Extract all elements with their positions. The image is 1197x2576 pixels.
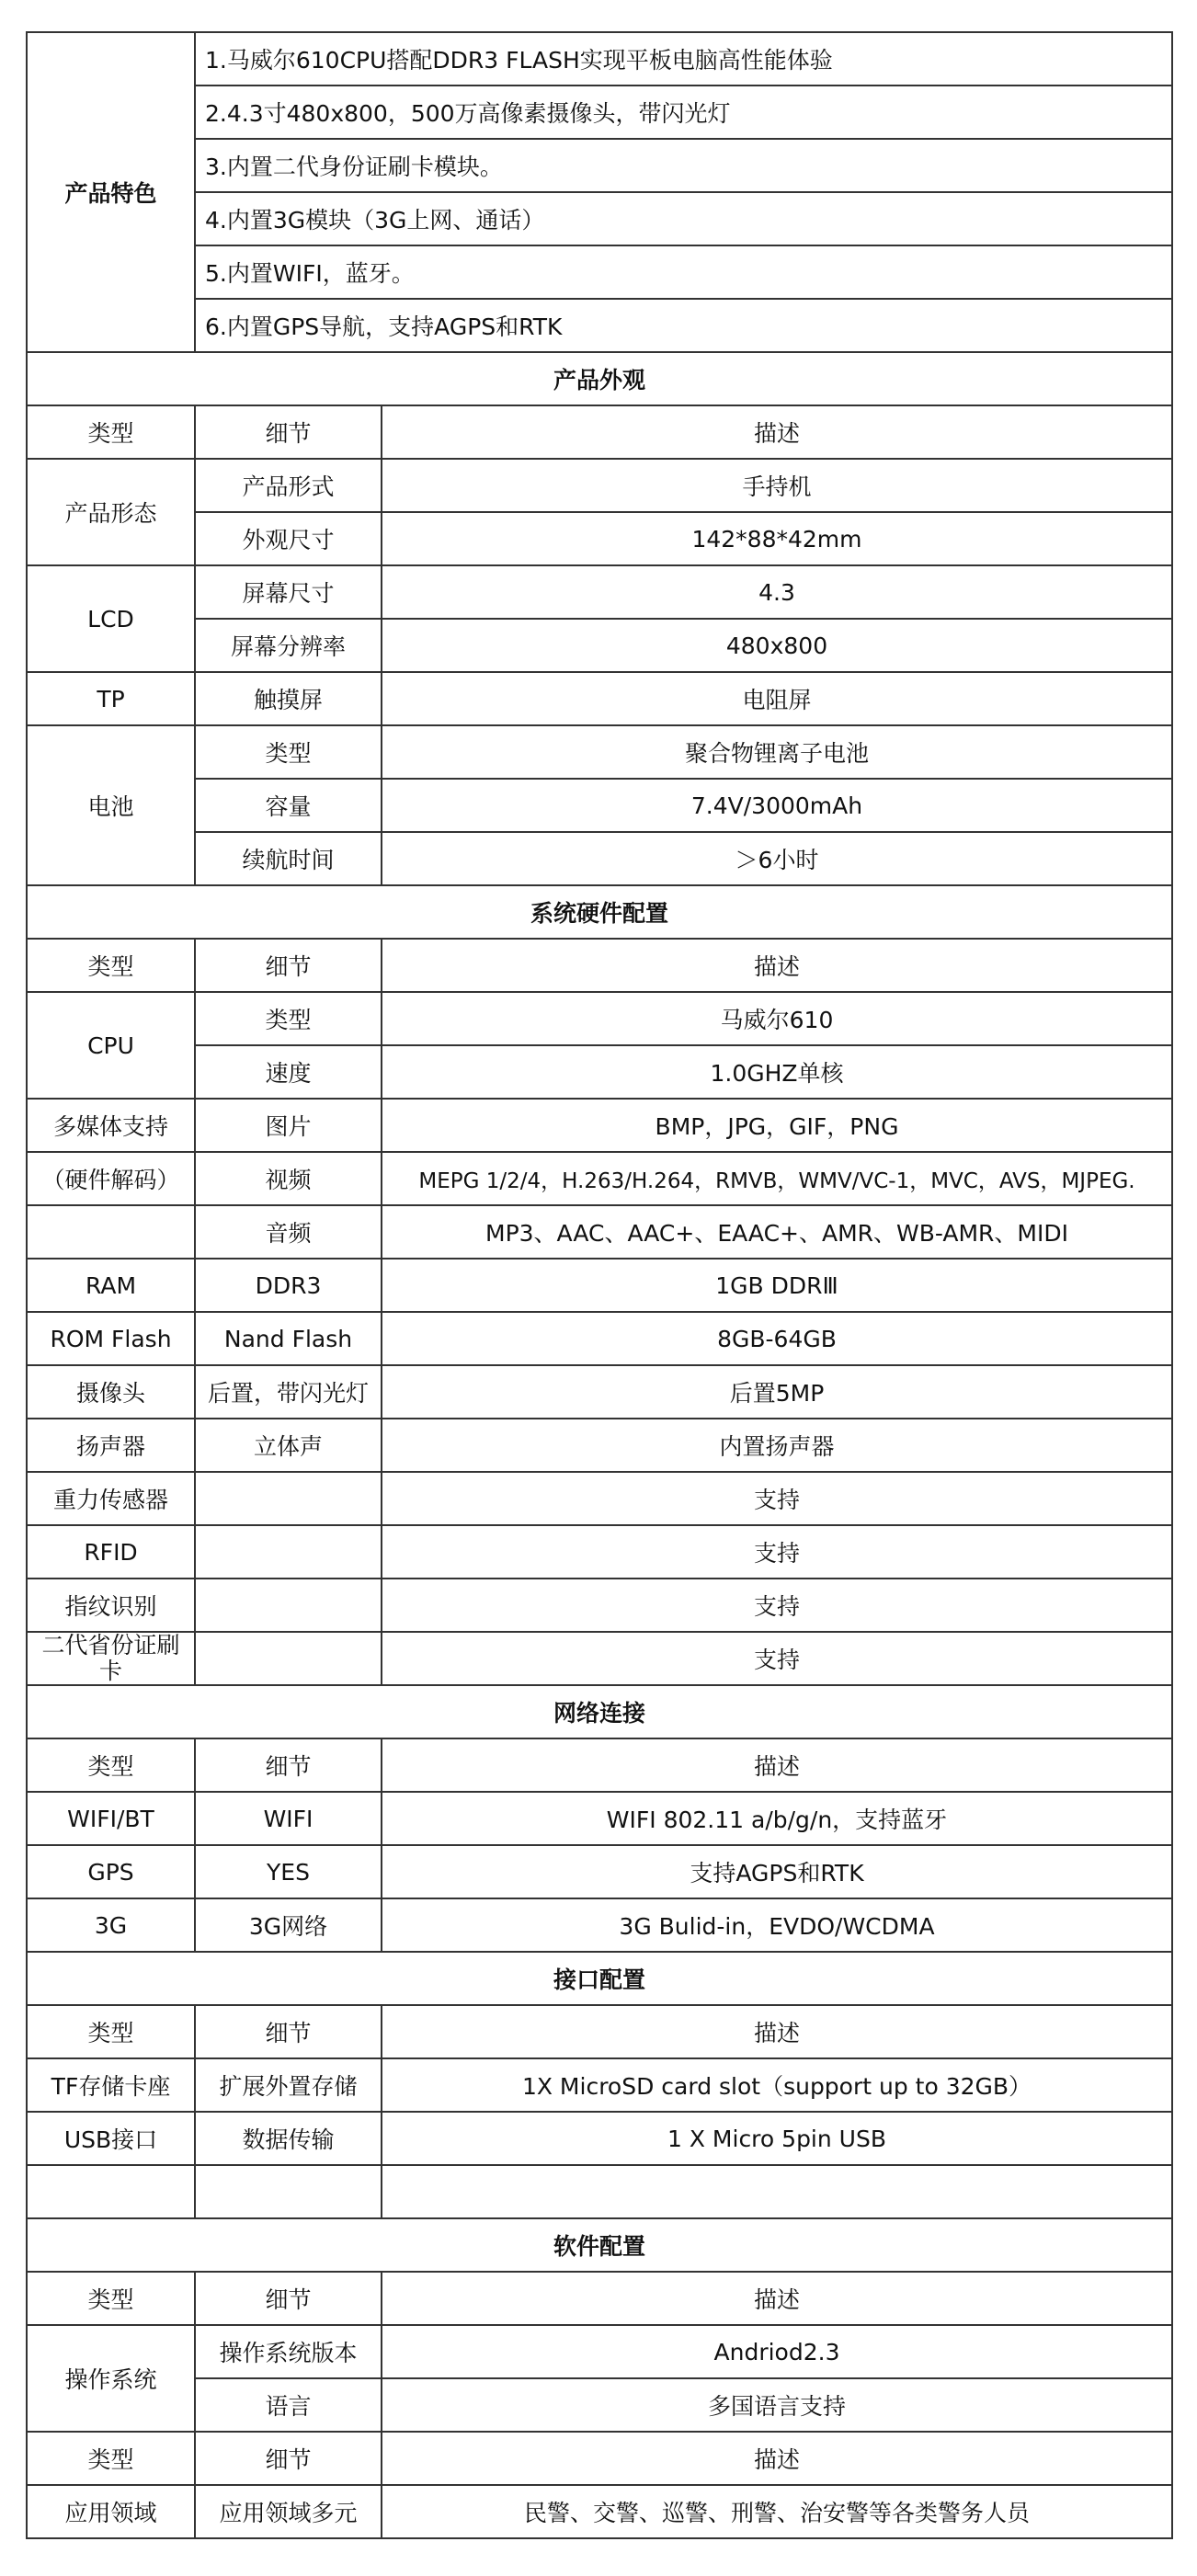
desc-cell: 480x800 (382, 619, 1172, 672)
column-header-type: 类型 (27, 939, 195, 992)
row-label-application: 应用领域 (27, 2485, 195, 2538)
section-title-interface: 接口配置 (27, 1952, 1172, 2005)
column-header-desc: 描述 (382, 405, 1172, 459)
row-label-tf: TF存储卡座 (27, 2058, 195, 2112)
desc-cell: MEPG 1/2/4，H.263/H.264，RMVB，WMV/VC-1，MVC，AVS，MJPEG. (382, 1152, 1172, 1205)
empty-cell (27, 1205, 195, 1259)
desc-cell: 聚合物锂离子电池 (382, 725, 1172, 779)
detail-cell: 产品形式 (195, 459, 382, 512)
desc-cell: 支持AGPS和RTK (382, 1845, 1172, 1898)
desc-cell: 电阻屏 (382, 672, 1172, 725)
desc-cell: 142*88*42mm (382, 512, 1172, 565)
desc-cell: 支持 (382, 1632, 1172, 1685)
desc-cell: 3G Bulid-in，EVDO/WCDMA (382, 1898, 1172, 1952)
detail-cell: 容量 (195, 779, 382, 832)
detail-cell: WIFI (195, 1792, 382, 1845)
detail-cell: 类型 (195, 992, 382, 1045)
column-header-detail: 细节 (195, 2272, 382, 2325)
column-header-type: 类型 (27, 2432, 195, 2485)
column-header-desc: 描述 (382, 1738, 1172, 1792)
empty-cell (195, 2165, 382, 2218)
detail-cell: Nand Flash (195, 1312, 382, 1365)
empty-cell (382, 2165, 1172, 2218)
detail-cell (195, 1525, 382, 1579)
column-header-type: 类型 (27, 2005, 195, 2058)
detail-cell (195, 1472, 382, 1525)
desc-cell: 后置5MP (382, 1365, 1172, 1419)
desc-cell: 马威尔610 (382, 992, 1172, 1045)
detail-cell: 应用领域多元 (195, 2485, 382, 2538)
row-label-tp: TP (27, 672, 195, 725)
column-header-desc: 描述 (382, 2272, 1172, 2325)
detail-cell: 扩展外置存储 (195, 2058, 382, 2112)
row-label-rom: ROM Flash (27, 1312, 195, 1365)
desc-cell: WIFI 802.11 a/b/g/n，支持蓝牙 (382, 1792, 1172, 1845)
desc-cell: 8GB-64GB (382, 1312, 1172, 1365)
desc-cell: Andriod2.3 (382, 2325, 1172, 2378)
row-label-media-decode: （硬件解码） (27, 1152, 195, 1205)
row-label-speaker: 扬声器 (27, 1419, 195, 1472)
column-header-desc: 描述 (382, 2005, 1172, 2058)
column-header-type: 类型 (27, 1738, 195, 1792)
column-header-type: 类型 (27, 405, 195, 459)
detail-cell: 续航时间 (195, 832, 382, 885)
detail-cell: 外观尺寸 (195, 512, 382, 565)
feature-item: 1.马威尔610CPU搭配DDR3 FLASH实现平板电脑高性能体验 (195, 32, 1172, 85)
row-label-form: 产品形态 (27, 459, 195, 565)
empty-cell (27, 2165, 195, 2218)
desc-cell: 1X MicroSD card slot（support up to 32GB） (382, 2058, 1172, 2112)
column-header-detail: 细节 (195, 405, 382, 459)
row-label-os: 操作系统 (27, 2325, 195, 2432)
detail-cell (195, 1632, 382, 1685)
column-header-type: 类型 (27, 2272, 195, 2325)
desc-cell: MP3、AAC、AAC+、EAAC+、AMR、WB-AMR、MIDI (382, 1205, 1172, 1259)
detail-cell: 语言 (195, 2378, 382, 2432)
row-label-idcard: 二代省份证刷卡 (27, 1632, 195, 1685)
section-title-appearance: 产品外观 (27, 352, 1172, 405)
row-label-ram: RAM (27, 1259, 195, 1312)
row-label-gps: GPS (27, 1845, 195, 1898)
spec-sheet (26, 31, 1171, 2539)
detail-cell: 音频 (195, 1205, 382, 1259)
row-label-usb: USB接口 (27, 2112, 195, 2165)
column-header-detail: 细节 (195, 2005, 382, 2058)
desc-cell: 支持 (382, 1579, 1172, 1632)
section-title-network: 网络连接 (27, 1685, 1172, 1738)
detail-cell: 屏幕分辨率 (195, 619, 382, 672)
column-header-desc: 描述 (382, 939, 1172, 992)
desc-cell: 支持 (382, 1525, 1172, 1579)
detail-cell: 类型 (195, 725, 382, 779)
detail-cell: 立体声 (195, 1419, 382, 1472)
row-label-3g: 3G (27, 1898, 195, 1952)
row-label-cpu: CPU (27, 992, 195, 1099)
row-label-wifi: WIFI/BT (27, 1792, 195, 1845)
feature-item: 4.内置3G模块（3G上网、通话） (195, 192, 1172, 245)
row-label-lcd: LCD (27, 565, 195, 672)
desc-cell: 1GB DDRⅢ (382, 1259, 1172, 1312)
spec-table (26, 31, 1173, 2539)
feature-item: 5.内置WIFI，蓝牙。 (195, 245, 1172, 299)
section-title-software: 软件配置 (27, 2218, 1172, 2272)
column-header-detail: 细节 (195, 1738, 382, 1792)
desc-cell: 4.3 (382, 565, 1172, 619)
detail-cell: DDR3 (195, 1259, 382, 1312)
row-label-camera: 摄像头 (27, 1365, 195, 1419)
desc-cell: 7.4V/3000mAh (382, 779, 1172, 832)
column-header-detail: 细节 (195, 939, 382, 992)
row-label-media: 多媒体支持 (27, 1099, 195, 1152)
desc-cell: BMP，JPG，GIF，PNG (382, 1099, 1172, 1152)
desc-cell: 手持机 (382, 459, 1172, 512)
row-label-rfid: RFID (27, 1525, 195, 1579)
desc-cell: 内置扬声器 (382, 1419, 1172, 1472)
desc-cell: ＞6小时 (382, 832, 1172, 885)
row-label-fingerprint: 指纹识别 (27, 1579, 195, 1632)
desc-cell: 民警、交警、巡警、刑警、治安警等各类警务人员 (382, 2485, 1172, 2538)
desc-cell: 1.0GHZ单核 (382, 1045, 1172, 1099)
desc-cell: 支持 (382, 1472, 1172, 1525)
detail-cell: 触摸屏 (195, 672, 382, 725)
detail-cell: YES (195, 1845, 382, 1898)
detail-cell: 后置，带闪光灯 (195, 1365, 382, 1419)
section-title-hardware: 系统硬件配置 (27, 885, 1172, 939)
detail-cell: 速度 (195, 1045, 382, 1099)
desc-cell: 1 X Micro 5pin USB (382, 2112, 1172, 2165)
column-header-desc: 描述 (382, 2432, 1172, 2485)
detail-cell: 操作系统版本 (195, 2325, 382, 2378)
feature-item: 3.内置二代身份证刷卡模块。 (195, 139, 1172, 192)
detail-cell: 视频 (195, 1152, 382, 1205)
feature-item: 2.4.3寸480x800，500万高像素摄像头，带闪光灯 (195, 85, 1172, 139)
detail-cell (195, 1579, 382, 1632)
detail-cell: 3G网络 (195, 1898, 382, 1952)
desc-cell: 多国语言支持 (382, 2378, 1172, 2432)
row-label-gravity: 重力传感器 (27, 1472, 195, 1525)
features-label: 产品特色 (27, 32, 195, 352)
row-label-battery: 电池 (27, 725, 195, 885)
detail-cell: 图片 (195, 1099, 382, 1152)
feature-item: 6.内置GPS导航，支持AGPS和RTK (195, 299, 1172, 352)
column-header-detail: 细节 (195, 2432, 382, 2485)
detail-cell: 屏幕尺寸 (195, 565, 382, 619)
detail-cell: 数据传输 (195, 2112, 382, 2165)
